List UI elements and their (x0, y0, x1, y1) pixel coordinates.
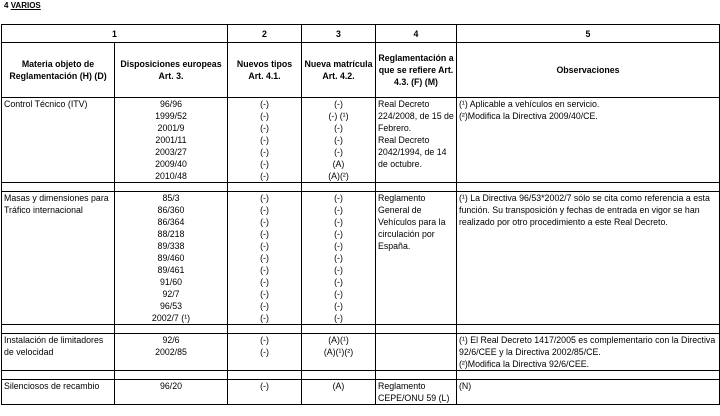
cell-reglamentacion-line: Reglamento CEPE/ONU 59 (L) (378, 381, 450, 403)
cell-nueva-matricula-line: (-) (334, 123, 343, 133)
column-number-2: 2 (228, 25, 302, 43)
cell-observaciones (457, 334, 720, 371)
cell-observaciones-line: (¹) La Directiva 96/53*2002/7 sólo se cita como referencia a esta función. Su transposición y fechas de entrada en vigor se han realizado por otro procedimiento a este Real Decreto. (459, 193, 710, 227)
cell-disposiciones-line: 2003/27 (155, 147, 187, 157)
cell-disposiciones-line: 1999/52 (155, 111, 187, 121)
cell-nueva-matricula-line: (A) (332, 381, 345, 391)
cell-nuevos-tipos-line: (-) (260, 313, 269, 323)
cell-disposiciones-line: 89/461 (157, 265, 185, 275)
column-number-5: 5 (457, 25, 720, 43)
cell-disposiciones-line: 92/7 (162, 289, 180, 299)
cell-observaciones-line: (¹) Aplicable a vehículos en servicio. (459, 99, 600, 109)
cell-materia: Silenciosos de recambio (2, 380, 115, 405)
section-title: VARIOS (10, 1, 41, 10)
cell-nuevos-tipos-line: (-) (260, 301, 269, 311)
table-row (2, 334, 720, 371)
cell-reglamentacion (376, 98, 457, 183)
section-heading (4, 1, 41, 10)
header-reglamentacion: Reglamentación a que se refiere Art. 4.3. (F) (M) (376, 43, 457, 98)
cell-disposiciones (115, 98, 228, 183)
cell-nueva-matricula-line: (-) (334, 277, 343, 287)
cell-disposiciones-line: 2001/11 (155, 135, 187, 145)
cell-nueva-matricula-line: (-) (334, 135, 343, 145)
row-spacer (2, 371, 720, 380)
spacer-cell (228, 183, 302, 192)
column-number-4: 4 (376, 25, 457, 43)
cell-disposiciones-line: 89/338 (157, 241, 185, 251)
spacer-cell (376, 183, 457, 192)
cell-nueva-matricula-line: (-) (334, 241, 343, 251)
header-disposiciones: Disposiciones europeas Art. 3. (115, 43, 228, 98)
cell-materia: Instalación de limitadores de velocidad (2, 334, 115, 371)
cell-nueva-matricula-line: (A)(²) (328, 171, 349, 181)
cell-nueva-matricula-line: (-) (334, 253, 343, 263)
cell-nuevos-tipos-line: (-) (260, 135, 269, 145)
cell-nueva-matricula-line: (-) (334, 265, 343, 275)
cell-disposiciones-line: 88/218 (157, 229, 185, 239)
cell-observaciones-line: (¹) El Real Decreto 1417/2005 es complementario con la Directiva 92/6/CEE y la Directiva 2002/85/CE. (459, 335, 716, 357)
cell-observaciones (457, 192, 720, 325)
header-observaciones: Observaciones (457, 43, 720, 98)
spacer-cell (302, 183, 376, 192)
spacer-cell (2, 325, 115, 334)
cell-nuevos-tipos-line: (-) (260, 241, 269, 251)
cell-disposiciones-line: 92/6 (162, 335, 180, 345)
cell-nuevos-tipos (228, 334, 302, 371)
cell-nueva-matricula-line: (A) (332, 159, 345, 169)
cell-nuevos-tipos (228, 98, 302, 183)
spacer-cell (228, 371, 302, 380)
cell-reglamentacion (376, 380, 457, 405)
spacer-cell (376, 325, 457, 334)
cell-nueva-matricula (302, 98, 376, 183)
cell-disposiciones (115, 380, 228, 405)
table-row (2, 98, 720, 183)
cell-nuevos-tipos-line: (-) (260, 217, 269, 227)
cell-nuevos-tipos-line: (-) (260, 205, 269, 215)
cell-nuevos-tipos-line: (-) (260, 193, 269, 203)
column-number-1: 1 (2, 25, 228, 43)
cell-nueva-matricula-line: (-) (334, 217, 343, 227)
cell-disposiciones-line: 91/60 (159, 277, 182, 287)
cell-nuevos-tipos (228, 380, 302, 405)
cell-nuevos-tipos (228, 192, 302, 325)
spacer-cell (115, 371, 228, 380)
cell-disposiciones-line: 96/20 (159, 381, 182, 391)
cell-disposiciones-line: 2009/40 (155, 159, 187, 169)
cell-nuevos-tipos-line: (-) (260, 171, 269, 181)
cell-reglamentacion (376, 192, 457, 325)
cell-nueva-matricula-line: (A)(¹) (328, 335, 349, 345)
cell-nuevos-tipos-line: (-) (260, 335, 269, 345)
cell-disposiciones (115, 334, 228, 371)
table-row (2, 192, 720, 325)
cell-nuevos-tipos-line: (-) (260, 111, 269, 121)
cell-disposiciones-line: 2010/48 (155, 171, 187, 181)
cell-nueva-matricula-line: (-) (¹) (328, 111, 349, 121)
spacer-cell (2, 183, 115, 192)
cell-reglamentacion-line: Reglamento General de Vehículos para la circulación por España. (378, 193, 446, 251)
cell-reglamentacion (376, 334, 457, 371)
cell-nueva-matricula-line: (-) (334, 301, 343, 311)
cell-reglamentacion-line: Real Decreto 224/2008, de 15 de Febrero. (378, 99, 454, 133)
column-number-3: 3 (302, 25, 376, 43)
cell-disposiciones (115, 192, 228, 325)
spacer-cell (302, 325, 376, 334)
header-nuevos-tipos: Nuevos tipos Art. 4.1. (228, 43, 302, 98)
spacer-cell (302, 371, 376, 380)
cell-disposiciones-line: 2001/9 (157, 123, 185, 133)
cell-disposiciones-line: 96/53 (159, 301, 182, 311)
cell-nuevos-tipos-line: (-) (260, 123, 269, 133)
cell-disposiciones-line: 96/96 (159, 99, 182, 109)
cell-nueva-matricula-line: (-) (334, 289, 343, 299)
cell-nuevos-tipos-line: (-) (260, 347, 269, 357)
cell-nueva-matricula (302, 334, 376, 371)
section-number: 4 (4, 1, 9, 10)
cell-disposiciones-line: 86/364 (157, 217, 185, 227)
cell-nuevos-tipos-line: (-) (260, 253, 269, 263)
spacer-cell (457, 325, 720, 334)
cell-nuevos-tipos-line: (-) (260, 99, 269, 109)
cell-nueva-matricula (302, 380, 376, 405)
cell-materia: Control Técnico (ITV) (2, 98, 115, 183)
cell-nuevos-tipos-line: (-) (260, 289, 269, 299)
cell-nuevos-tipos-line: (-) (260, 381, 269, 391)
cell-disposiciones-line: 89/460 (157, 253, 185, 263)
cell-observaciones (457, 380, 720, 405)
cell-disposiciones-line: 86/360 (157, 205, 185, 215)
row-spacer (2, 325, 720, 334)
cell-nueva-matricula-line: (-) (334, 147, 343, 157)
cell-observaciones-line: (N) (459, 381, 472, 391)
spacer-cell (115, 183, 228, 192)
cell-observaciones (457, 98, 720, 183)
cell-nueva-matricula-line: (A)(¹)(²) (323, 347, 354, 357)
column-number-row (2, 25, 720, 43)
cell-disposiciones-line: 2002/7 (¹) (151, 313, 191, 323)
spacer-cell (115, 325, 228, 334)
cell-nueva-matricula-line: (-) (334, 193, 343, 203)
cell-nuevos-tipos-line: (-) (260, 159, 269, 169)
cell-nueva-matricula-line: (-) (334, 205, 343, 215)
row-spacer (2, 183, 720, 192)
cell-nuevos-tipos-line: (-) (260, 277, 269, 287)
table-row (2, 380, 720, 405)
cell-nuevos-tipos-line: (-) (260, 147, 269, 157)
cell-observaciones-line: (²)Modifica la Directiva 2009/40/CE. (459, 111, 598, 121)
cell-nueva-matricula-line: (-) (334, 313, 343, 323)
cell-observaciones-line: (²)Modifica la Directiva 92/6/CEE. (459, 359, 590, 369)
spacer-cell (457, 183, 720, 192)
spacer-cell (457, 371, 720, 380)
cell-nueva-matricula-line: (-) (334, 229, 343, 239)
header-materia: Materia objeto de Reglamentación (H) (D) (2, 43, 115, 98)
cell-materia: Masas y dimensiones para Tráfico internacional (2, 192, 115, 325)
regulation-table (1, 24, 720, 405)
table-body (2, 98, 720, 405)
cell-nueva-matricula (302, 192, 376, 325)
cell-nuevos-tipos-line: (-) (260, 265, 269, 275)
cell-reglamentacion-line: Real Decreto 2042/1994, de 14 de octubre. (378, 135, 447, 169)
cell-nueva-matricula-line: (-) (334, 99, 343, 109)
spacer-cell (2, 371, 115, 380)
spacer-cell (228, 325, 302, 334)
cell-disposiciones-line: 2002/85 (155, 347, 187, 357)
spacer-cell (376, 371, 457, 380)
cell-disposiciones-line: 85/3 (162, 193, 180, 203)
cell-nuevos-tipos-line: (-) (260, 229, 269, 239)
header-nueva-matricula: Nueva matrícula Art. 4.2. (302, 43, 376, 98)
header-row (2, 43, 720, 98)
